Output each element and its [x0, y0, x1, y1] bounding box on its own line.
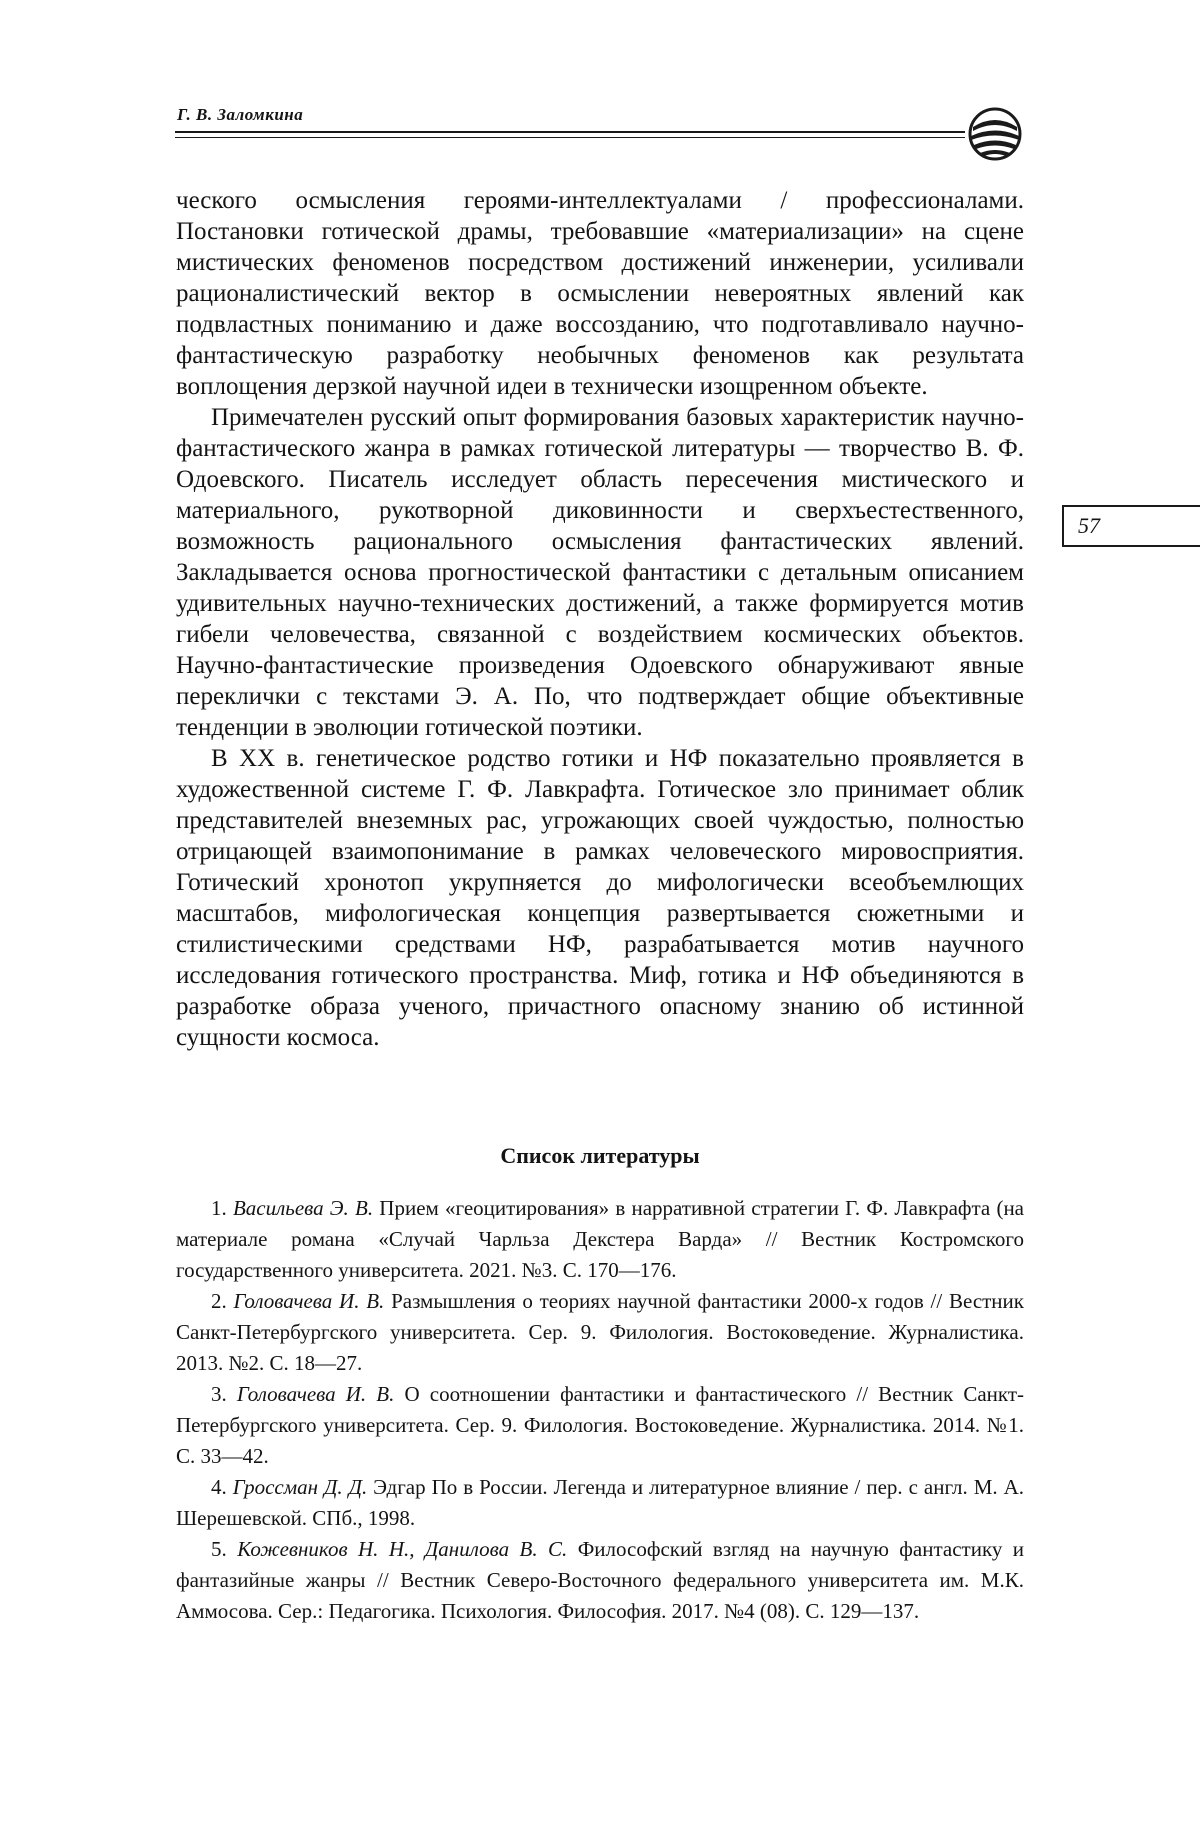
header-rule-thin: [175, 137, 965, 138]
reference-authors: Головачева И. В.: [233, 1289, 385, 1313]
journal-logo-icon: [966, 105, 1024, 163]
reference-text: Размышления о теориях научной фантастики 2000-х годов // Вестник Санкт-Петербургского университета. Сер. 9. Филология. Востоковедение. Журналистика. 2013. №2. С. 18—27.: [176, 1289, 1024, 1375]
body-paragraph: В XX в. генетическое родство готики и НФ показательно проявляется в художественной системе Г. Ф. Лавкрафта. Готическое зло принимает облик представителей внеземных рас, угрожающих своей чуждостью, полностью отрицающей взаимопонимание в рамках человеческого мировосприятия. Готический хронотоп укрупняется до мифологически всеобъемлющих масштабов, мифологическая концепция развертывается сюжетными и стилистическими средствами НФ, разрабатывается мотив научного исследования готического пространства. Миф, готика и НФ объединяются в разработке образа ученого, причастного опасному знанию об истинной сущности космоса.: [176, 745, 1024, 1051]
reference-number: 2.: [211, 1289, 227, 1313]
page-number: 57: [1062, 505, 1200, 547]
reference-number: 1.: [211, 1196, 227, 1220]
reference-text: Философский взгляд на научную фантастику и фантазийные жанры // Вестник Северо-Восточного федерального университета им. М.К. Аммосова. Сер.: Педагогика. Психология. Философия. 2017. №4 (08). С. 129—137.: [176, 1537, 1025, 1623]
body-paragraph: ческого осмысления героями-интеллектуалами / профессионалами. Постановки готической драмы, требовавшие «материализации» на сцене мистических феноменов посредством достижений инженерии, усиливали рационалистический вектор в осмыслении невероятных явлений как подвластных пониманию и даже воссозданию, что подготавливало научно-фантастическую разработку необычных феноменов как результата воплощения дерзкой научной идеи в технически изощренном объекте.: [176, 187, 1024, 400]
references-heading: Список литературы: [500, 1143, 700, 1168]
reference-item: [176, 1534, 1024, 1627]
reference-text: О соотношении фантастики и фантастического // Вестник Санкт-Петербургского университета. Сер. 9. Филология. Востоковедение. Журналистика. 2014. №1. С. 33—42.: [176, 1382, 1025, 1468]
article-body: [176, 185, 1024, 1053]
reference-item: [176, 1286, 1024, 1379]
header-rule-thick: [175, 131, 965, 133]
reference-number: 4.: [211, 1475, 227, 1499]
reference-text: Прием «геоцитирования» в нарративной стратегии Г. Ф. Лавкрафта (на материале романа «Случай Чарльза Декстера Варда» // Вестник Костромского государственного университета. 2021. №3. С. 170—176.: [176, 1196, 1025, 1282]
reference-number: 5.: [211, 1537, 227, 1561]
running-header-author: Г. В. Заломкина: [177, 105, 304, 124]
reference-authors: Гроссман Д. Д.: [232, 1475, 368, 1499]
reference-authors: Головачева И. В.: [236, 1382, 395, 1406]
body-paragraph: Примечателен русский опыт формирования базовых характеристик научно-фантастического жанра в рамках готической литературы — творчество В. Ф. Одоевского. Писатель исследует область пересечения мистического и материального, рукотворной диковинности и сверхъестественного, возможность рационального осмысления фантастических явлений. Закладывается основа прогностической фантастики с детальным описанием удивительных научно-технических достижений, а также формируется мотив гибели человечества, связанной с воздействием космических объектов. Научно-фантастические произведения Одоевского обнаруживают явные переклички с текстами Э. А. По, что подтверждает общие объективные тенденции в эволюции готической поэтики.: [176, 404, 1024, 741]
reference-item: [176, 1193, 1024, 1286]
reference-authors: Васильева Э. В.: [232, 1196, 374, 1220]
reference-item: [176, 1379, 1024, 1472]
reference-authors: Кожевников Н. Н., Данилова В. С.: [237, 1537, 568, 1561]
reference-number: 3.: [211, 1382, 227, 1406]
reference-item: [176, 1472, 1024, 1534]
reference-text: Эдгар По в России. Легенда и литературное влияние / пер. с англ. М. А. Шерешевской. СПб., 1998.: [176, 1475, 1025, 1530]
references-list: [176, 1193, 1024, 1627]
